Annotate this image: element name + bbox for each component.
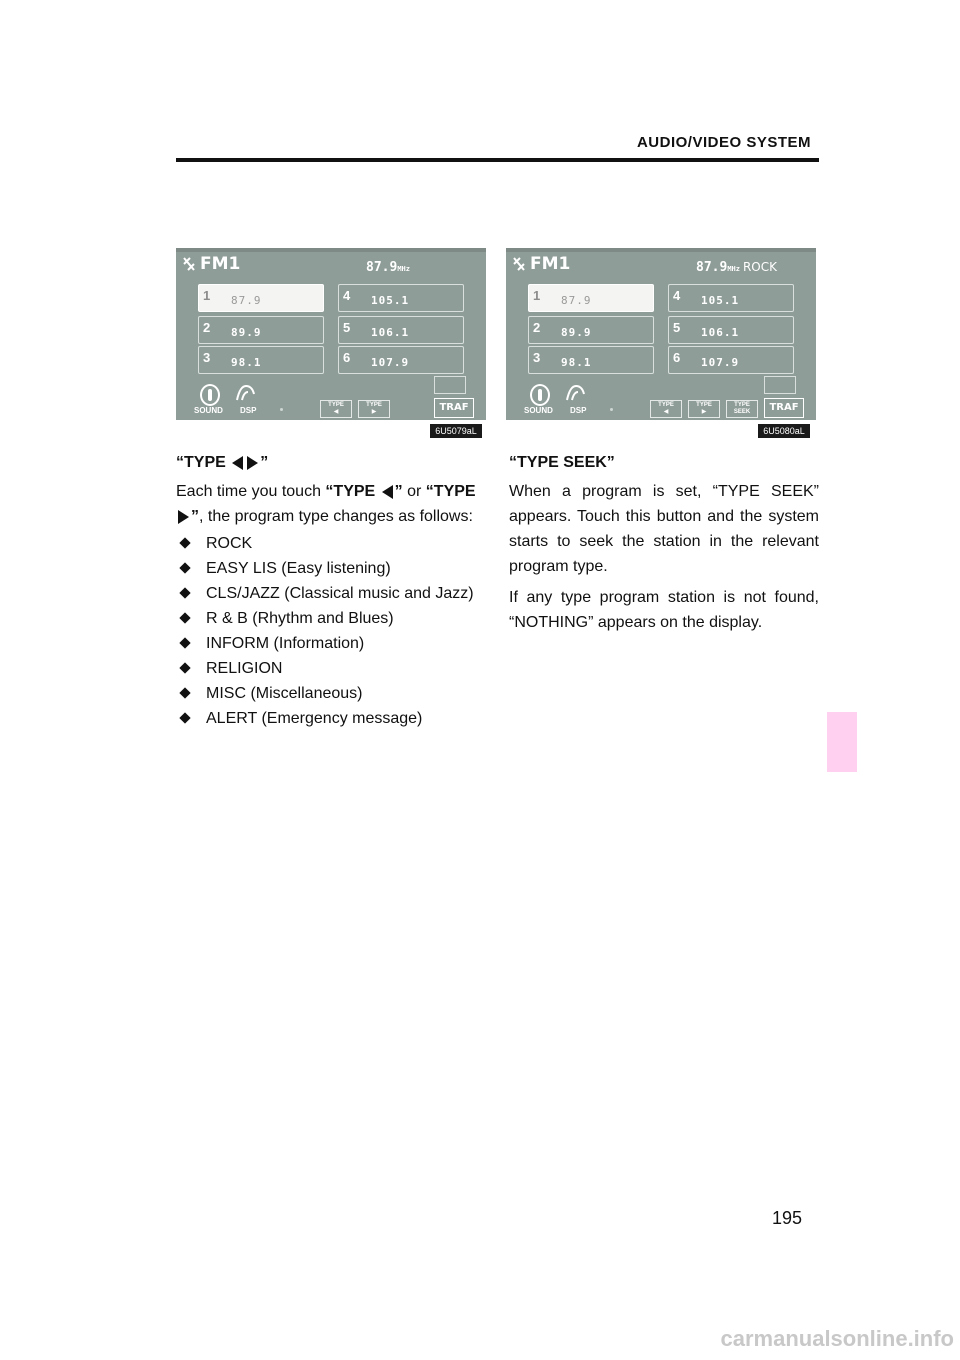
sound-icon[interactable] [530, 384, 550, 406]
current-frequency: 87.9MHz [366, 260, 410, 275]
type-heading: “TYPE ” [176, 454, 269, 471]
sound-button[interactable]: SOUND [524, 406, 553, 415]
traf-button[interactable]: TRAF [434, 398, 474, 418]
preset-button-3[interactable]: 3 98.1 [198, 346, 324, 374]
dsp-button[interactable]: DSP [570, 406, 587, 415]
indicator-dot [280, 408, 283, 411]
band-label: FM1 [530, 254, 571, 274]
band-label: FM1 [200, 254, 241, 274]
traf-button[interactable]: TRAF [764, 398, 804, 418]
preset-button-1[interactable]: 1 87.9 [528, 284, 654, 312]
type-next-button[interactable]: TYPE ▶ [688, 400, 720, 418]
preset-button-1[interactable]: 1 87.9 [198, 284, 324, 312]
type-seek-paragraph: When a program is set, “TYPE SEEK” appears. Touch this button and the system starts to seek the station in the relevant program type. [509, 483, 819, 575]
antenna-icon [512, 256, 526, 272]
sound-icon[interactable] [200, 384, 220, 406]
bullet-icon [179, 562, 190, 573]
right-triangle-icon [247, 456, 258, 470]
preset-button-4[interactable]: 4 105.1 [668, 284, 794, 312]
header-rule [176, 158, 819, 162]
type-next-button[interactable]: TYPE ▶ [358, 400, 390, 418]
dsp-icon[interactable] [564, 380, 588, 404]
bullet-icon [179, 637, 190, 648]
indicator-dot [610, 408, 613, 411]
section-title: AUDIO/VIDEO SYSTEM [636, 134, 811, 151]
preset-button-2[interactable]: 2 89.9 [198, 316, 324, 344]
type-prev-button[interactable]: TYPE ◀ [320, 400, 352, 418]
preset-button-2[interactable]: 2 89.9 [528, 316, 654, 344]
blank-button[interactable] [434, 376, 466, 394]
type-section [176, 450, 491, 731]
preset-button-3[interactable]: 3 98.1 [528, 346, 654, 374]
page-header [176, 132, 819, 162]
antenna-icon [182, 256, 196, 272]
list-item: RELIGION [176, 656, 491, 681]
figure-code: 6U5079aL [430, 424, 482, 438]
screen-top-band [176, 248, 486, 252]
list-item: MISC (Miscellaneous) [176, 681, 491, 706]
bullet-icon [179, 537, 190, 548]
program-type-list [176, 531, 491, 731]
figure-code: 6U5080aL [758, 424, 810, 438]
bullet-icon [179, 587, 190, 598]
current-frequency: 87.9MHz ROCK [696, 260, 777, 275]
preset-button-6[interactable]: 6 107.9 [668, 346, 794, 374]
blank-button[interactable] [764, 376, 796, 394]
chapter-tab [827, 712, 857, 772]
watermark: carmanualsonline.info [720, 1326, 954, 1351]
radio-screen-right [506, 248, 816, 420]
dsp-icon[interactable] [234, 380, 258, 404]
type-seek-button[interactable]: TYPE SEEK [726, 400, 758, 418]
bullet-icon [179, 687, 190, 698]
bullet-icon [179, 612, 190, 623]
type-intro: Each time you touch “TYPE ” or “TYPE ”, the program type changes as follows: [176, 483, 476, 525]
type-seek-heading: “TYPE SEEK” [509, 454, 615, 471]
dsp-button[interactable]: DSP [240, 406, 257, 415]
list-item: INFORM (Information) [176, 631, 491, 656]
left-triangle-icon [232, 456, 243, 470]
preset-button-6[interactable]: 6 107.9 [338, 346, 464, 374]
sound-button[interactable]: SOUND [194, 406, 223, 415]
bullet-icon [179, 712, 190, 723]
program-type-label: ROCK [742, 260, 777, 274]
list-item: CLS/JAZZ (Classical music and Jazz) [176, 581, 491, 606]
left-triangle-icon [382, 485, 393, 499]
list-item: ROCK [176, 531, 491, 556]
page-number: 195 [772, 1208, 803, 1228]
preset-button-5[interactable]: 5 106.1 [668, 316, 794, 344]
radio-screen-left [176, 248, 486, 420]
not-found-paragraph: If any type program station is not found, “NOTHING” appears on the display. [509, 589, 819, 631]
preset-button-4[interactable]: 4 105.1 [338, 284, 464, 312]
bullet-icon [179, 662, 190, 673]
right-triangle-icon [178, 510, 189, 524]
list-item: EASY LIS (Easy listening) [176, 556, 491, 581]
screen-top-band [506, 248, 816, 252]
preset-button-5[interactable]: 5 106.1 [338, 316, 464, 344]
list-item: R & B (Rhythm and Blues) [176, 606, 491, 631]
list-item: ALERT (Emergency message) [176, 706, 491, 731]
type-seek-section [509, 450, 819, 635]
type-prev-button[interactable]: TYPE ◀ [650, 400, 682, 418]
